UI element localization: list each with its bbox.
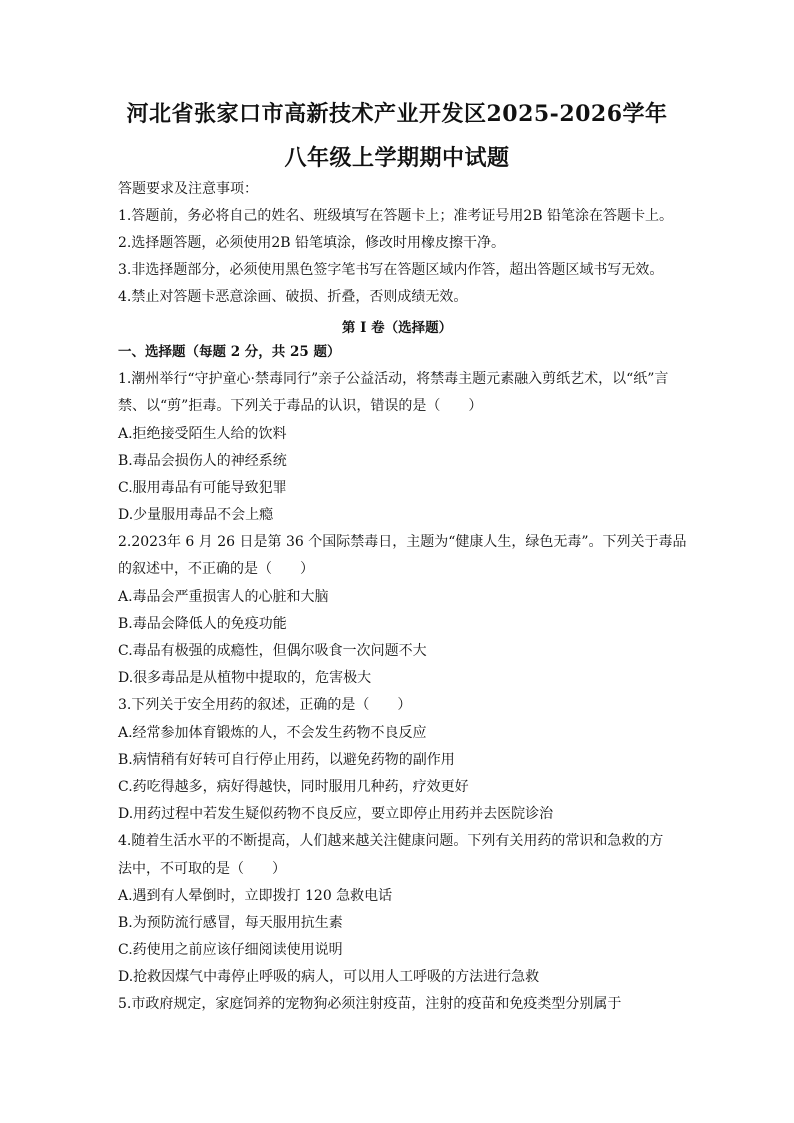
question-option: B.毒品会损伤人的神经系统 bbox=[118, 453, 287, 469]
instructions-header: 答题要求及注意事项： bbox=[118, 181, 258, 197]
question-option: D.用药过程中若发生疑似药物不良反应，要立即停止用药并去医院诊治 bbox=[118, 806, 554, 822]
question-stem: 2.2023年 6 月 26 日是第 36 个国际禁毒日，主题为“健康人生，绿色无毒”。下列关于毒品 bbox=[118, 534, 687, 550]
question-option: D.少量服用毒品不会上瘾 bbox=[118, 507, 274, 523]
question-option: B.为预防流行感冒，每天服用抗生素 bbox=[118, 915, 343, 931]
exam-title-line1: 河北省张家口市高新技术产业开发区2025-2026学年 bbox=[126, 101, 668, 127]
question-stem: 禁、以“剪”拒毒。下列关于毒品的认识，错误的是（ ） bbox=[118, 398, 483, 414]
volume-title: 第 I 卷（选择题） bbox=[341, 320, 453, 336]
question-option: C.毒品有极强的成瘾性，但偶尔吸食一次问题不大 bbox=[118, 643, 427, 659]
question-stem: 法中，不可取的是（ ） bbox=[118, 861, 286, 877]
question-stem: 的叙述中，不正确的是（ ） bbox=[118, 561, 314, 577]
question-option: C.服用毒品有可能导致犯罪 bbox=[118, 480, 287, 496]
question-stem: 1.潮州举行“守护童心·禁毒同行”亲子公益活动，将禁毒主题元素融入剪纸艺术，以“纸”言 bbox=[118, 371, 669, 387]
section-title: 一、选择题（每题 2 分，共 25 题） bbox=[118, 344, 341, 360]
question-option: B.病情稍有好转可自行停止用药，以避免药物的副作用 bbox=[118, 752, 455, 768]
question-option: A.经常参加体育锻炼的人，不会发生药物不良反应 bbox=[118, 725, 427, 741]
question-option: B.毒品会降低人的免疫功能 bbox=[118, 616, 287, 632]
question-stem: 4.随着生活水平的不断提高，人们越来越关注健康问题。下列有关用药的常识和急救的方 bbox=[118, 833, 664, 849]
instruction-item: 1.答题前，务必将自己的姓名、班级填写在答题卡上；准考证号用2B 铅笔涂在答题卡上。 bbox=[118, 208, 674, 224]
question-option: A.拒绝接受陌生人给的饮料 bbox=[118, 426, 287, 442]
question-option: D.抢救因煤气中毒停止呼吸的病人，可以用人工呼吸的方法进行急救 bbox=[118, 969, 540, 985]
question-option: C.药吃得越多，病好得越快，同时服用几种药，疗效更好 bbox=[118, 779, 469, 795]
exam-title-line2: 八年级上学期期中试题 bbox=[284, 145, 510, 171]
instruction-item: 2.选择题答题，必须使用2B 铅笔填涂，修改时用橡皮擦干净。 bbox=[118, 235, 506, 251]
question-option: A.毒品会严重损害人的心脏和大脑 bbox=[118, 589, 329, 605]
question-option: C.药使用之前应该仔细阅读使用说明 bbox=[118, 942, 343, 958]
question-option: D.很多毒品是从植物中提取的，危害极大 bbox=[118, 670, 372, 686]
instruction-item: 4.禁止对答题卡恶意涂画、破损、折叠，否则成绩无效。 bbox=[118, 289, 468, 305]
instruction-item: 3.非选择题部分，必须使用黑色签字笔书写在答题区域内作答，超出答题区域书写无效。 bbox=[118, 262, 664, 278]
question-stem: 5.市政府规定，家庭饲养的宠物狗必须注射疫苗，注射的疫苗和免疫类型分别属于 bbox=[118, 996, 622, 1012]
question-stem: 3.下列关于安全用药的叙述，正确的是（ ） bbox=[118, 697, 412, 713]
question-option: A.遇到有人晕倒时，立即拨打 120 急救电话 bbox=[118, 888, 393, 904]
